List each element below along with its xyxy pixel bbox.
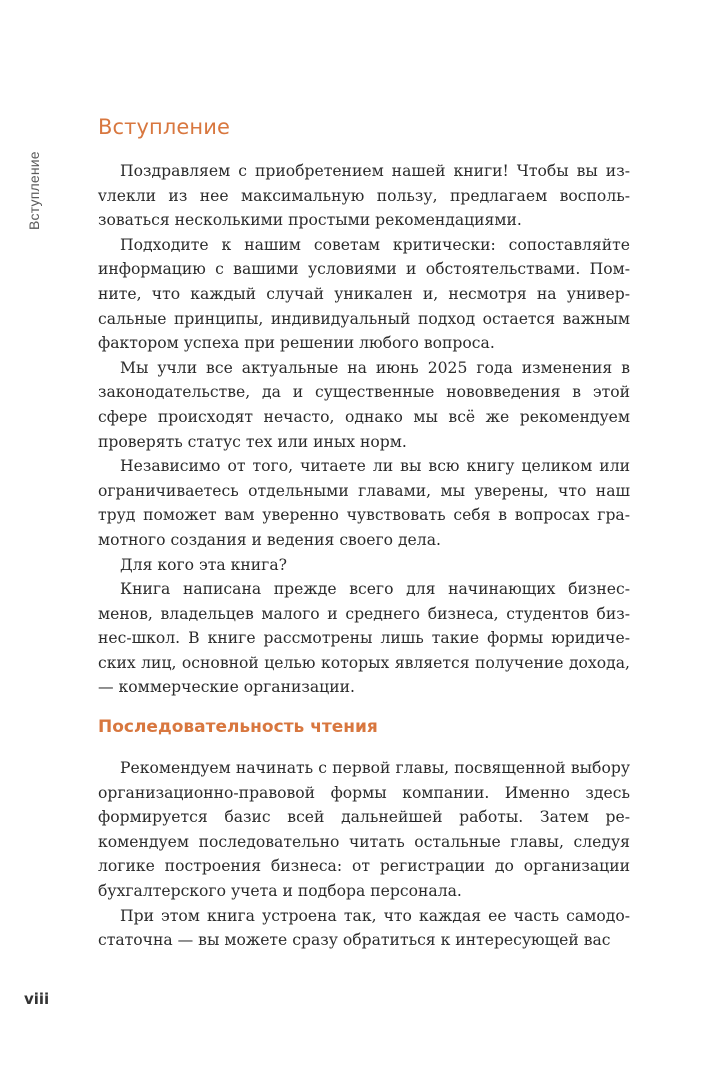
- page-body: [98, 112, 630, 953]
- section-heading-reading-order: Последовательность чтения: [98, 717, 378, 738]
- paragraph: Рекомендуем начинать с первой главы, посвященной выбору организационно-правовой формы компании. Именно здесь формируется базис всей дальнейшей работы. Затем рекомендуем последовательно читать остальные главы, следуя логике построения бизнеса: от регистрации до организации бухгалтерского учета и подбора персонала.: [98, 759, 630, 901]
- paragraph: Поздравляем с приобретением нашей книги! Чтобы вы изvлекли из нее максимальную пользу, предлагаем воспользоваться несколькими простыми рекомендациями.: [98, 162, 630, 230]
- paragraph: Мы учли все актуальные на июнь 2025 года изменения в законодательстве, да и существенные нововведения в этой сфере происходят нечасто, однако мы всё же рекомендуем проверять статус тех или иных норм.: [98, 358, 630, 451]
- paragraph: Для кого эта книга?: [120, 555, 288, 574]
- page-number: viii: [24, 990, 50, 1008]
- running-head-text: Вступление: [26, 151, 42, 230]
- running-head: [24, 112, 46, 232]
- paragraph: Независимо от того, читаете ли вы всю книгу целиком или ограничиваетесь отдельными главами, мы уверены, что наш труд поможет вам уверенно чувствовать себя в вопросах грамотного создания и ведения своего дела.: [98, 457, 630, 549]
- section-heading-intro: Вступление: [98, 115, 230, 139]
- paragraph: При этом книга устроена так, что каждая ее часть самодостаточна — вы можете сразу обратиться к интересующей вас: [98, 906, 630, 950]
- paragraph: Подходите к нашим советам критически: сопоставляйте информацию с вашими условиями и обстоятельствами. Помните, что каждый случай уникален и, несмотря на универсальные принципы, индивидуальный подход остается важным фактором успеха при решении любого вопроса.: [98, 235, 630, 353]
- paragraph: Книга написана прежде всего для начинающих бизнесменов, владельцев малого и среднего бизнеса, студентов бизнес-школ. В книге рассмотрены лишь такие формы юридических лиц, основной целью которых является получение дохода, — коммерческие организации.: [98, 580, 630, 697]
